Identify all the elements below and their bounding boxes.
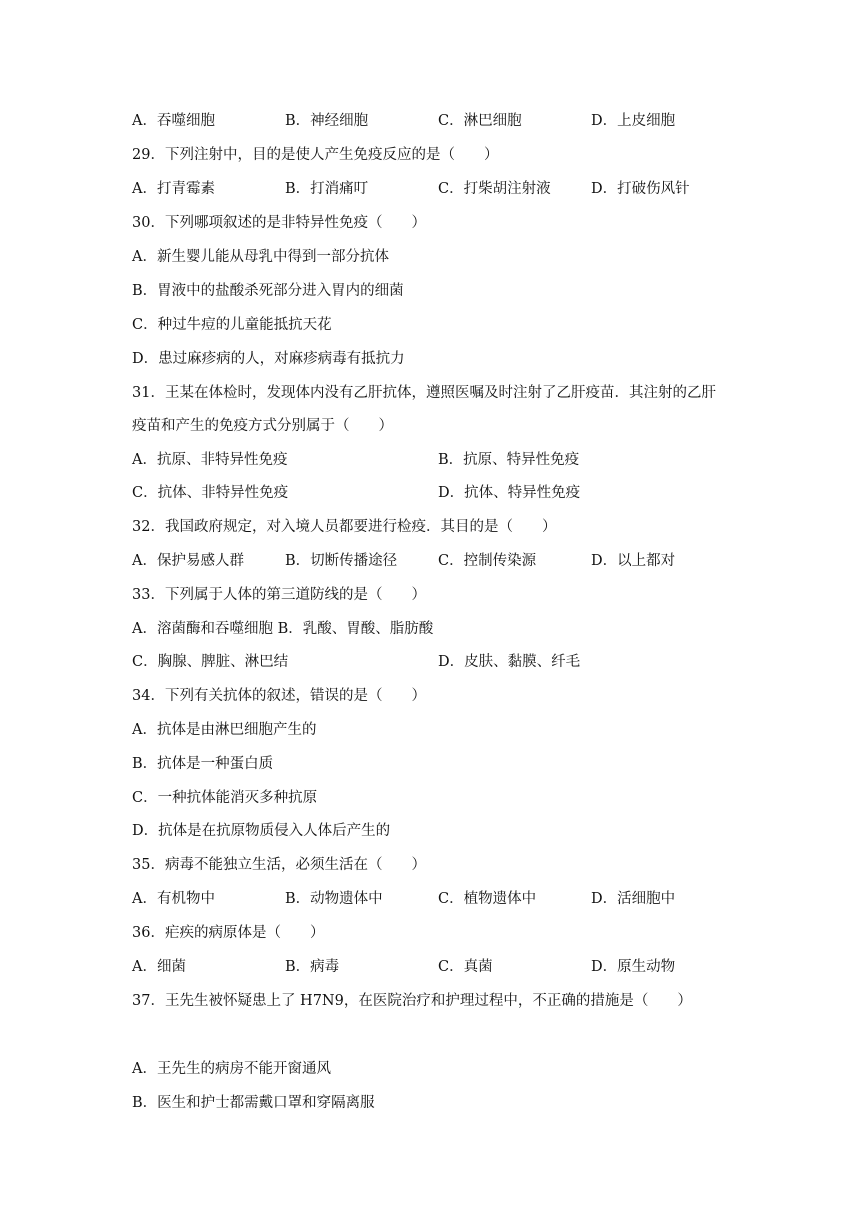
q35-option-b: B．动物遗体中: [285, 891, 383, 907]
q32-stem: 32．我国政府规定，对入境人员都要进行检疫．其目的是（ ）: [132, 519, 557, 535]
q32-option-c: C．控制传染源: [438, 553, 537, 569]
q32-option-d: D．以上都对: [591, 553, 676, 569]
q35-option-d: D．活细胞中: [591, 891, 676, 907]
q34-option-b: B．抗体是一种蛋白质: [132, 756, 274, 772]
q28-option-c: C．淋巴细胞: [438, 113, 522, 129]
q30-option-c: C．种过牛痘的儿童能抵抗天花: [132, 317, 332, 333]
q35-options: [132, 890, 732, 908]
q36-options: [132, 958, 732, 976]
q29-option-d: D．打破伤风针: [591, 181, 690, 197]
q34-stem: 34．下列有关抗体的叙述，错误的是（ ）: [132, 688, 426, 704]
q34-option-d: D．抗体是在抗原物质侵入人体后产生的: [132, 823, 391, 839]
q29-option-c: C．打柴胡注射液: [438, 181, 551, 197]
q36-option-a: A．细菌: [132, 959, 186, 975]
q35-option-a: A．有机物中: [132, 891, 215, 907]
q32-options: [132, 552, 732, 570]
q33-options-row2: [132, 653, 732, 671]
q29-stem: 29．下列注射中，目的是使人产生免疫反应的是（ ）: [132, 147, 499, 163]
q29-options: [132, 180, 732, 198]
q28-options: [132, 112, 732, 130]
q28-option-a: A．吞噬细胞: [132, 113, 215, 129]
q28-option-b: B．神经细胞: [285, 113, 369, 129]
q30-option-b: B．胃液中的盐酸杀死部分进入胃内的细菌: [132, 283, 404, 299]
q32-option-b: B．切断传播途径: [285, 553, 398, 569]
q36-option-b: B．病毒: [285, 959, 340, 975]
q36-option-d: D．原生动物: [591, 959, 676, 975]
q31-stem-line2: 疫苗和产生的免疫方式分别属于（ ）: [132, 418, 393, 434]
q36-option-c: C．真菌: [438, 959, 493, 975]
q33-option-ab: A．溶菌酶和吞噬细胞 B．乳酸、胃酸、脂肪酸: [132, 621, 434, 637]
q35-stem: 35．病毒不能独立生活，必须生活在（ ）: [132, 857, 426, 873]
q34-option-c: C．一种抗体能消灭多种抗原: [132, 790, 318, 806]
q36-stem: 36．疟疾的病原体是（ ）: [132, 925, 325, 941]
q37-stem: 37．王先生被怀疑患上了 H7N9，在医院治疗和护理过程中，不正确的措施是（ ）: [132, 993, 692, 1009]
q31-options-row2: [132, 484, 732, 502]
q35-option-c: C．植物遗体中: [438, 891, 537, 907]
q30-option-d: D．患过麻疹病的人，对麻疹病毒有抵抗力: [132, 351, 405, 367]
q31-option-d: D．抗体、特异性免疫: [438, 485, 581, 501]
q28-option-d: D．上皮细胞: [591, 113, 676, 129]
q34-option-a: A．抗体是由淋巴细胞产生的: [132, 722, 317, 738]
q29-option-a: A．打青霉素: [132, 181, 215, 197]
q33-stem: 33．下列属于人体的第三道防线的是（ ）: [132, 587, 426, 603]
q30-stem: 30．下列哪项叙述的是非特异性免疫（ ）: [132, 215, 426, 231]
q33-option-c: C．胸腺、脾脏、淋巴结: [132, 654, 289, 670]
q37-option-b: B．医生和护士都需戴口罩和穿隔离服: [132, 1095, 375, 1111]
q32-option-a: A．保护易感人群: [132, 553, 244, 569]
q31-stem-line1: 31．王某在体检时，发现体内没有乙肝抗体，遵照医嘱及时注射了乙肝疫苗．其注射的乙肝: [132, 385, 716, 401]
q33-option-d: D．皮肤、黏膜、纤毛: [438, 654, 581, 670]
q31-option-c: C．抗体、非特异性免疫: [132, 485, 289, 501]
q37-option-a: A．王先生的病房不能开窗通风: [132, 1061, 331, 1077]
q30-option-a: A．新生婴儿能从母乳中得到一部分抗体: [132, 249, 389, 265]
q31-option-a: A．抗原、非特异性免疫: [132, 452, 288, 468]
q31-options-row1: [132, 451, 732, 469]
q29-option-b: B．打消痛叮: [285, 181, 369, 197]
q31-option-b: B．抗原、特异性免疫: [438, 452, 580, 468]
